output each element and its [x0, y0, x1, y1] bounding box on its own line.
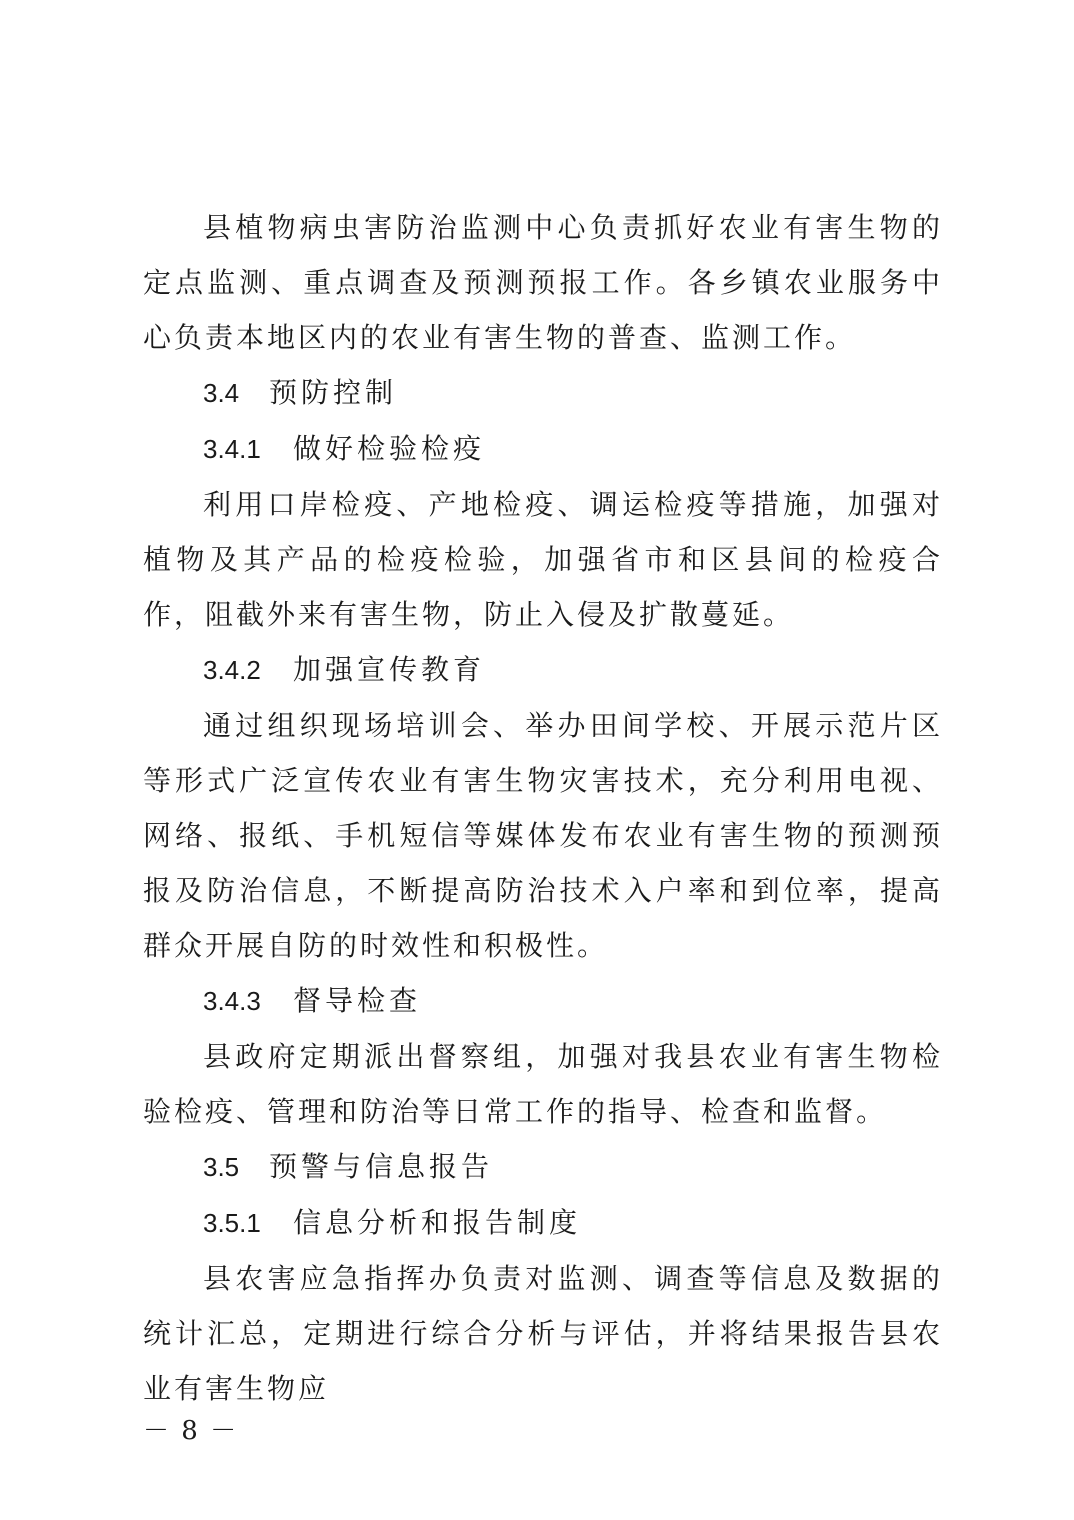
- section-title: 做好检验检疫: [293, 432, 486, 465]
- section-number: 3.4.3: [203, 986, 261, 1016]
- section-number: 3.4: [203, 378, 240, 408]
- section-number: 3.5: [203, 1152, 240, 1182]
- section-title: 加强宣传教育: [293, 653, 486, 686]
- section-heading-3-4: [143, 365, 943, 421]
- paragraph-monitoring-duties: 县植物病虫害防治监测中心负责抓好农业有害生物的定点监测、重点调查及预测预报工作。各乡镇农业服务中心负责本地区内的农业有害生物的普查、监测工作。: [143, 211, 943, 354]
- section-heading-3-4-3: [143, 973, 943, 1029]
- section-number: 3.4.1: [203, 434, 261, 464]
- section-heading-3-5: [143, 1139, 943, 1195]
- section-heading-3-4-1: [143, 421, 943, 477]
- paragraph-quarantine: 利用口岸检疫、产地检疫、调运检疫等措施，加强对植物及其产品的检疫检验，加强省市和区县间的检疫合作，阻截外来有害生物，防止入侵及扩散蔓延。: [143, 488, 943, 631]
- paragraph-supervision: 县政府定期派出督察组，加强对我县农业有害生物检验检疫、管理和防治等日常工作的指导、检查和监督。: [143, 1040, 943, 1128]
- document-body: [143, 200, 943, 1416]
- section-heading-3-4-2: [143, 642, 943, 698]
- paragraph-publicity-education: 通过组织现场培训会、举办田间学校、开展示范片区等形式广泛宣传农业有害生物灾害技术，充分利用电视、网络、报纸、手机短信等媒体发布农业有害生物的预测预报及防治信息，不断提高防治技术入户率和到位率，提高群众开展自防的时效性和积极性。: [143, 709, 943, 962]
- section-heading-3-5-1: [143, 1195, 943, 1251]
- section-title: 预防控制: [269, 376, 398, 409]
- section-number: 3.4.2: [203, 655, 261, 685]
- section-number: 3.5.1: [203, 1208, 261, 1238]
- section-title: 信息分析和报告制度: [293, 1206, 582, 1239]
- section-title: 预警与信息报告: [269, 1150, 494, 1183]
- paragraph-information-analysis: 县农害应急指挥办负责对监测、调查等信息及数据的统计汇总，定期进行综合分析与评估，并将结果报告县农业有害生物应: [143, 1262, 943, 1405]
- section-title: 督导检查: [293, 984, 422, 1017]
- page-number: － 8 －: [143, 1416, 239, 1446]
